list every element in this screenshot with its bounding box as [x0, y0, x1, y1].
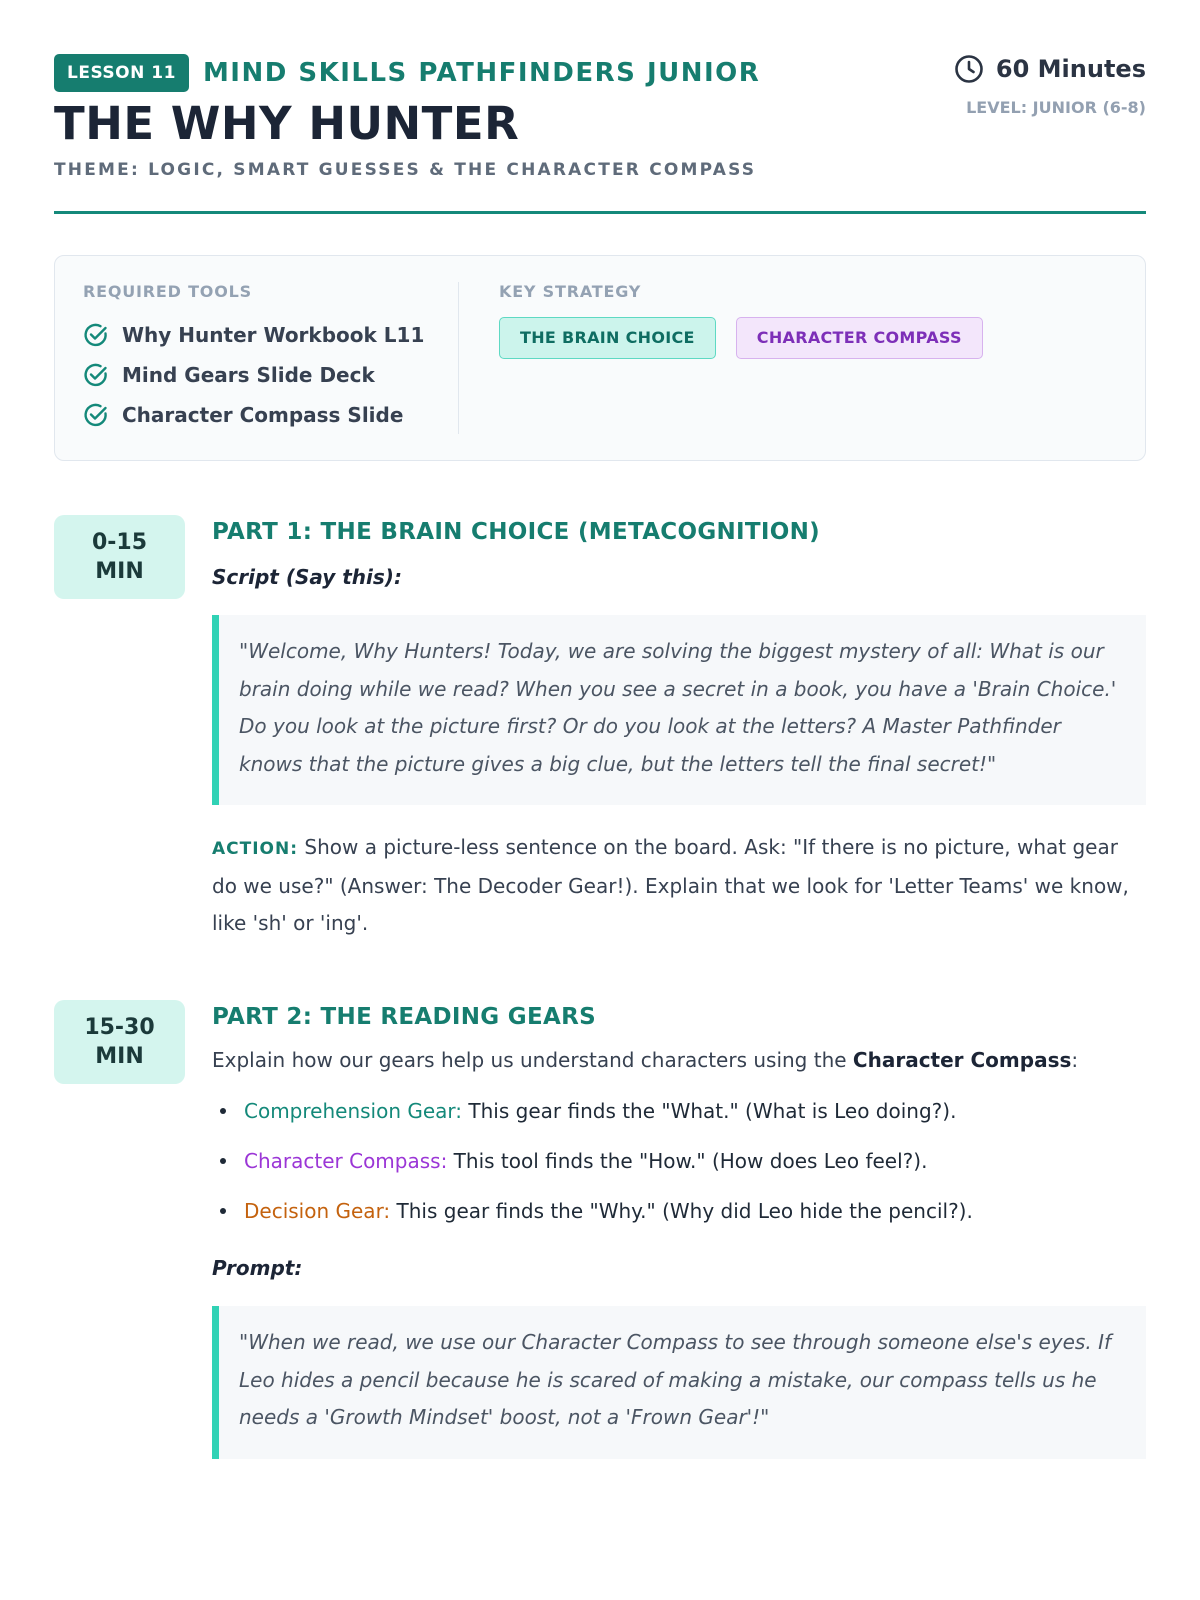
duration-text: 60 Minutes	[995, 55, 1146, 83]
action-text	[212, 829, 1146, 942]
time-badge	[54, 1000, 185, 1084]
check-circle-icon	[83, 402, 109, 428]
time-unit: MIN	[95, 559, 144, 584]
lesson-header	[54, 0, 1146, 214]
prompt-label: Prompt:	[212, 1256, 303, 1280]
gear-description: This tool finds the "How." (How does Leo feel?).	[453, 1149, 928, 1173]
tool-item	[83, 315, 458, 355]
lesson-badge: LESSON 11	[54, 54, 189, 92]
check-circle-icon	[83, 322, 109, 348]
section-title: PART 1: THE BRAIN CHOICE (METACOGNITION)	[212, 519, 820, 545]
intro-bold: Character Compass	[852, 1048, 1072, 1072]
gear-list	[212, 1098, 1146, 1248]
gear-description: This gear finds the "Why." (Why did Leo hide the pencil?).	[396, 1199, 973, 1223]
section-intro	[212, 1048, 1146, 1072]
lesson-meta	[954, 54, 1146, 117]
section-title: PART 2: THE READING GEARS	[212, 1004, 596, 1030]
tool-label: Character Compass Slide	[122, 403, 404, 427]
intro-text: Explain how our gears help us understand characters using the	[212, 1048, 853, 1072]
prompt-quote: "When we read, we use our Character Compass to see through someone else's eyes. If Leo hides a pencil because he is scared of making a mistake, our compass tells us he needs a 'Growth Mindset' boost, not a 'Frown Gear'!"	[212, 1306, 1146, 1459]
check-circle-icon	[83, 362, 109, 388]
list-item	[212, 1098, 1146, 1148]
lesson-theme: THEME: LOGIC, SMART GUESSES & THE CHARACTER COMPASS	[54, 160, 757, 180]
strategy-tags	[499, 317, 983, 359]
intro-end: :	[1071, 1048, 1079, 1072]
tool-list	[83, 315, 458, 435]
key-strategy	[459, 282, 983, 434]
section-body	[212, 1000, 1146, 1459]
tools-card	[54, 255, 1146, 461]
section-part-1	[54, 515, 1146, 942]
action-body: Show a picture-less sentence on the board. Ask: "If there is no picture, what gear do we use?" (Answer: The Decoder Gear!). Explain that we look for 'Letter Teams' we know, like 'sh' or 'ing'.	[212, 835, 1129, 935]
time-range: 0-15	[91, 530, 148, 555]
section-body	[212, 515, 1146, 942]
tool-label: Mind Gears Slide Deck	[122, 363, 375, 387]
tool-item	[83, 395, 458, 435]
list-item	[212, 1198, 1146, 1248]
action-label: ACTION:	[212, 839, 299, 859]
gear-name: Decision Gear:	[244, 1199, 391, 1223]
gear-name: Comprehension Gear:	[244, 1099, 463, 1123]
time-badge	[54, 515, 185, 599]
strategy-tag-brain-choice: THE BRAIN CHOICE	[499, 317, 716, 359]
series-title: MIND SKILLS PATHFINDERS JUNIOR	[202, 58, 761, 88]
list-item	[212, 1148, 1146, 1198]
strategy-tag-character-compass: CHARACTER COMPASS	[736, 317, 983, 359]
script-quote: "Welcome, Why Hunters! Today, we are solving the biggest mystery of all: What is our brain doing while we read? When you see a secret in a book, you have a 'Brain Choice.' Do you look at the picture first? Or do you look at the letters? A Master Pathfinder knows that the picture gives a big clue, but the letters tell the final secret!"	[212, 615, 1146, 805]
clock-icon	[954, 54, 984, 84]
required-tools-label: REQUIRED TOOLS	[83, 282, 252, 301]
section-part-2	[54, 1000, 1146, 1459]
duration	[954, 54, 1146, 84]
gear-name: Character Compass:	[244, 1149, 448, 1173]
gear-description: This gear finds the "What." (What is Leo doing?).	[468, 1099, 957, 1123]
level-text: LEVEL: JUNIOR (6-8)	[966, 98, 1146, 117]
script-label: Script (Say this):	[212, 565, 402, 589]
required-tools	[83, 282, 459, 434]
tool-label: Why Hunter Workbook L11	[122, 323, 425, 347]
time-unit: MIN	[95, 1044, 144, 1069]
page-title: THE WHY HUNTER	[54, 97, 520, 150]
time-range: 15-30	[84, 1015, 155, 1040]
key-strategy-label: KEY STRATEGY	[499, 282, 642, 301]
tool-item	[83, 355, 458, 395]
